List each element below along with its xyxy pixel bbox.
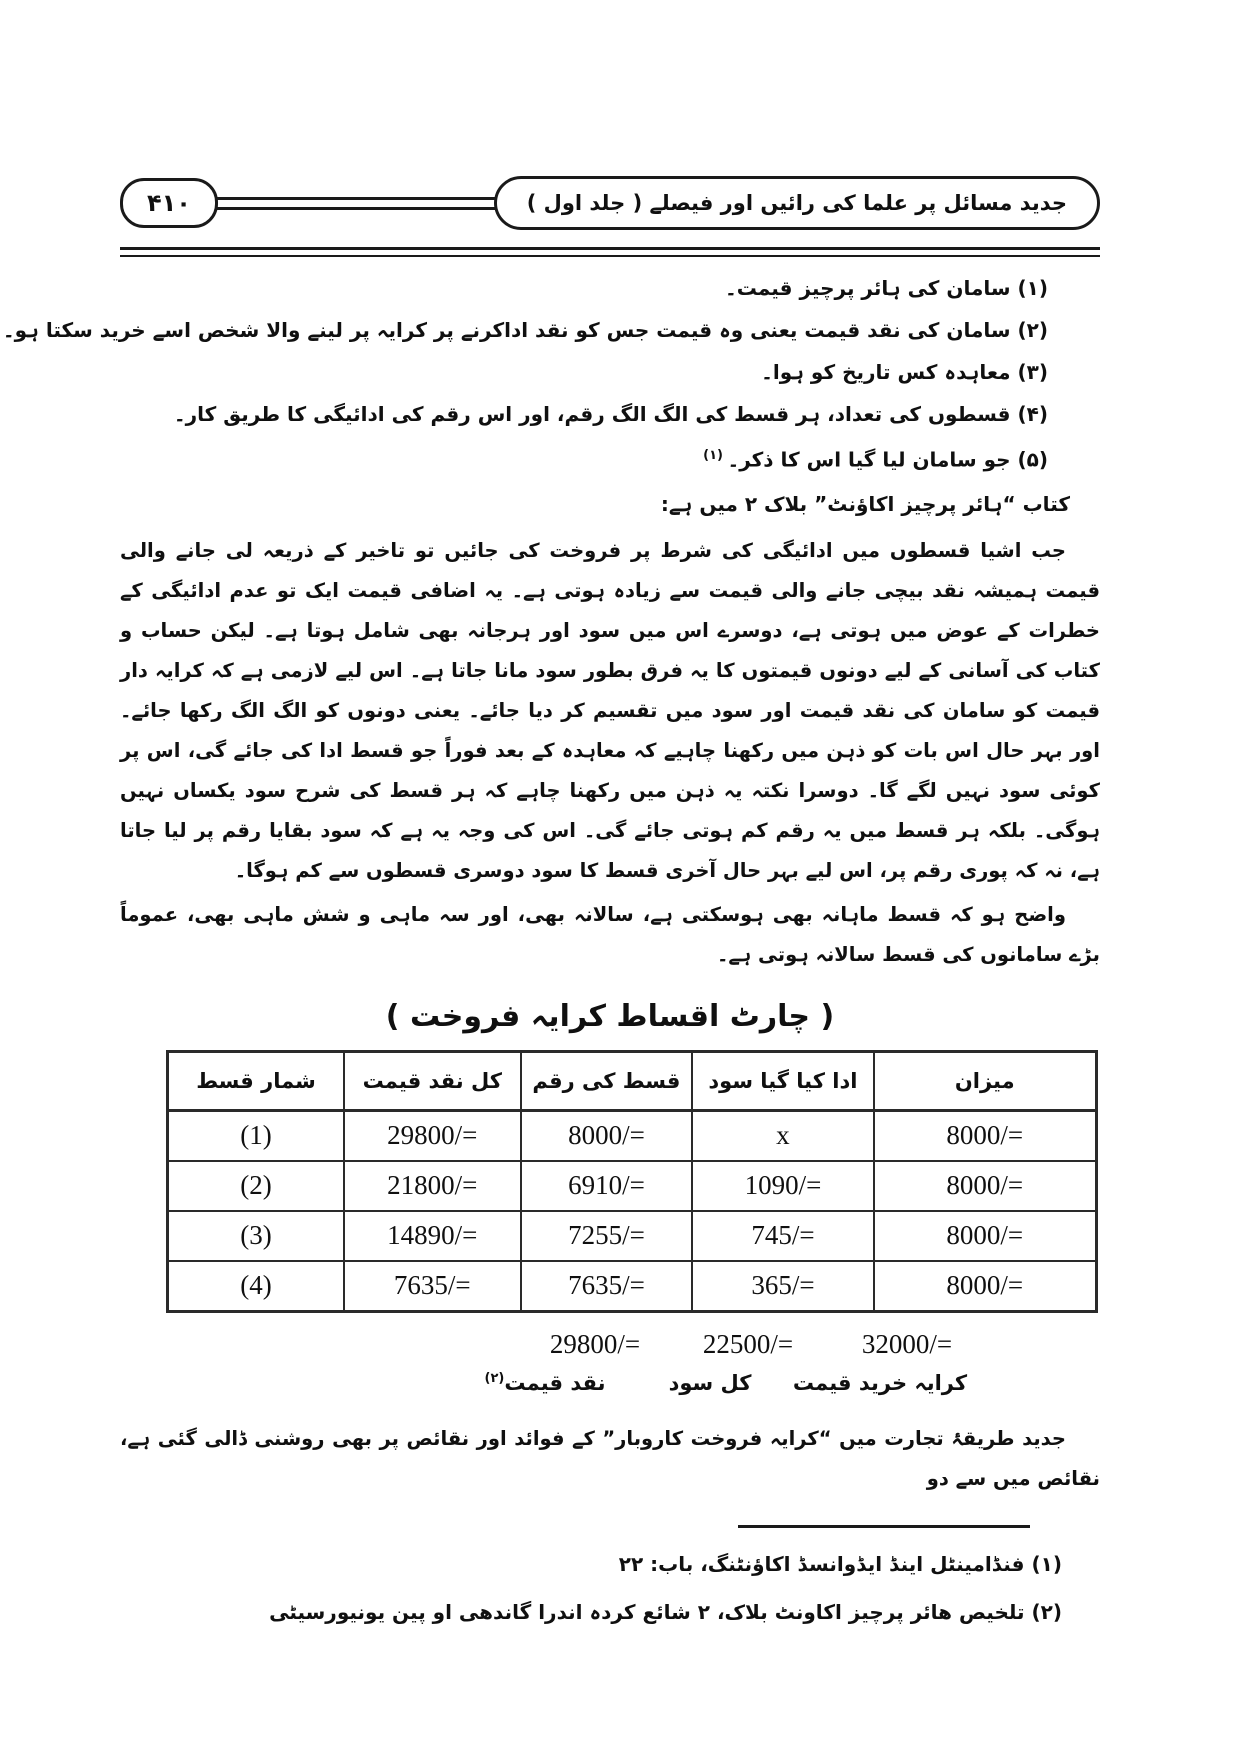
table-body <box>168 1110 1097 1311</box>
grand-total: 32000/= <box>861 1328 953 1359</box>
paragraph-note: واضح ہو کہ قسط ماہانہ بھی ہوسکتی ہے، سالانہ بھی، اور سہ ماہی و شش ماہی بھی، عموماً بڑے سامانوں کی قسط سالانہ ہوتی ہے۔ <box>120 902 1100 966</box>
table-cell: 7635/= <box>344 1261 521 1312</box>
page-header <box>120 168 1100 238</box>
table-cell: 7635/= <box>521 1261 693 1312</box>
book-reference-line: کتاب “ہائر پرچیز اکاؤنٹ” بلاک ۲ میں ہے: <box>660 491 1070 516</box>
page-number: ۴۱۰ <box>147 189 191 217</box>
table-cell: 14890/= <box>344 1211 521 1261</box>
list-item <box>120 393 1100 435</box>
total-interest-label: کل سود <box>668 1370 752 1395</box>
column-header: کل نقد قیمت <box>344 1051 521 1110</box>
table-cell: 745/= <box>692 1211 873 1261</box>
table-cell: 8000/= <box>874 1110 1097 1161</box>
list-item-text: (۵) جو سامان لیا گیا اس کا ذکر۔ <box>727 447 1048 472</box>
list-item <box>120 267 1100 309</box>
table-cell: (1) <box>168 1110 345 1161</box>
footnote-marker-2: (۲) <box>484 1370 505 1386</box>
column-header: میزان <box>874 1051 1097 1110</box>
book-title: جدید مسائل پر علما کی رائیں اور فیصلے ( جلد اول ) <box>526 191 1067 215</box>
hire-purchase-price-label: کرایہ خرید قیمت <box>792 1370 968 1395</box>
page-content <box>2 267 1100 1636</box>
cash-price-label <box>485 1371 606 1395</box>
list-item-text: (۲) سامان کی نقد قیمت یعنی وہ قیمت جس کو نقد اداکرنے پر کرایہ پر لینے والا شخص اسے خرید سکتا ہو۔ <box>2 318 1048 342</box>
paragraph-main: جب اشیا قسطوں میں ادائیگی کی شرط پر فروخت کی جائیں تو تاخیر کے ذریعہ لی جانے والی قیمت ہمیشہ نقد بیچی جانے والی قیمت سے زیادہ ہوتی ہے۔ یہ اضافی قیمت ایک تو عدم ادائیگی کے خطرات کے عوض میں ہوتی ہے، دوسرے اس میں سود اور ہرجانہ بھی شامل ہوتا ہے۔ لیکن حساب و کتاب کی آسانی کے لیے دونوں قیمتوں کا یہ فرق بطور سود مانا جاتا ہے۔ اس لیے لازمی ہے کہ کرایہ دار قیمت کو سامان کی نقد قیمت اور سود میں تقسیم کر دیا جائے۔ یعنی دونوں کو الگ الگ رکھا جائے۔ اور بہر حال اس بات کو ذہن میں رکھنا چاہیے کہ معاہدہ کے بعد فوراً جو قسط ادا کی جائے گی، اس پر کوئی سود نہیں لگے گا۔ دوسرا نکتہ یہ ذہن میں رکھنا چاہے کہ ہر قسط کی شرح سود یکساں نہیں ہوگی۔ بلکہ ہر قسط میں یہ رقم کم ہوتی جائے گی۔ اس کی وجہ یہ ہے کہ سود بقایا رقم پر لیا جاتا ہے، نہ کہ پوری رقم پر، اس لیے بہر حال آخری قسط کا سود دوسری قسطوں سے کم ہوگا۔ <box>120 538 1100 882</box>
table-row <box>168 1161 1097 1211</box>
installments-table <box>166 1050 1098 1313</box>
list-item-text: (۴) قسطوں کی تعداد، ہر قسط کی الگ الگ رقم، اور اس رقم کی ادائیگی کا طریق کار۔ <box>173 402 1048 426</box>
points-list <box>2 267 1100 481</box>
table-cell: (4) <box>168 1261 345 1312</box>
footnote: (۲) تلخیص ھائر پرچیز اکاونٹ بلاک، ۲ شائع کردہ اندرا گاندھی او پین یونیورسیٹی <box>269 1599 1062 1624</box>
interest-total: 22500/= <box>702 1328 794 1359</box>
totals-row <box>120 1325 1100 1369</box>
chart-title: ( چارٹ اقساط کرایہ فروخت ) <box>385 998 835 1034</box>
installments-total: 29800/= <box>549 1328 641 1359</box>
list-item <box>120 435 1100 481</box>
book-title-box <box>494 176 1100 230</box>
table-cell: 21800/= <box>344 1161 521 1211</box>
table-cell: 365/= <box>692 1261 873 1312</box>
footnote-separator <box>738 1525 1030 1528</box>
totals-labels <box>120 1369 1100 1411</box>
list-item-text: (۱) سامان کی ہائر پرچیز قیمت۔ <box>724 276 1048 300</box>
page-number-badge <box>120 178 218 228</box>
closing-line: جدید طریقۂ تجارت میں “کرایہ فروخت کاروبار” کے فوائد اور نقائص پر بھی روشنی ڈالی گئی ہے، نقائص میں سے دو <box>120 1426 1100 1490</box>
table-cell: (3) <box>168 1211 345 1261</box>
table-cell: 8000/= <box>874 1211 1097 1261</box>
list-item <box>2 309 1100 351</box>
column-header: ادا کیا گیا سود <box>692 1051 873 1110</box>
column-header: قسط کی رقم <box>521 1051 693 1110</box>
table-row <box>168 1110 1097 1161</box>
column-header: شمار قسط <box>168 1051 345 1110</box>
table-cell: 6910/= <box>521 1161 693 1211</box>
footnotes <box>120 1540 1100 1636</box>
table-cell: 8000/= <box>874 1261 1097 1312</box>
list-item <box>120 351 1100 393</box>
table-cell: (2) <box>168 1161 345 1211</box>
table-cell: 1090/= <box>692 1161 873 1211</box>
table-cell: 8000/= <box>874 1161 1097 1211</box>
cash-price-label-text: نقد قیمت <box>504 1370 606 1395</box>
list-item-text: (۳) معاہدہ کس تاریخ کو ہوا۔ <box>761 360 1048 384</box>
table-cell: 8000/= <box>521 1110 693 1161</box>
table-row <box>168 1211 1097 1261</box>
table-cell: 7255/= <box>521 1211 693 1261</box>
footnote: (۱) فنڈامینٹل اینڈ ایڈوانسڈ اکاؤنٹنگ، باب: ۲۲ <box>618 1551 1062 1576</box>
table-cell: 29800/= <box>344 1110 521 1161</box>
footnote-marker-1: (۱) <box>703 448 728 463</box>
table-cell: x <box>692 1110 873 1161</box>
header-rule <box>214 197 498 210</box>
table-header-row <box>168 1051 1097 1110</box>
table-row <box>168 1261 1097 1312</box>
table-header <box>168 1051 1097 1110</box>
header-divider <box>120 247 1100 257</box>
